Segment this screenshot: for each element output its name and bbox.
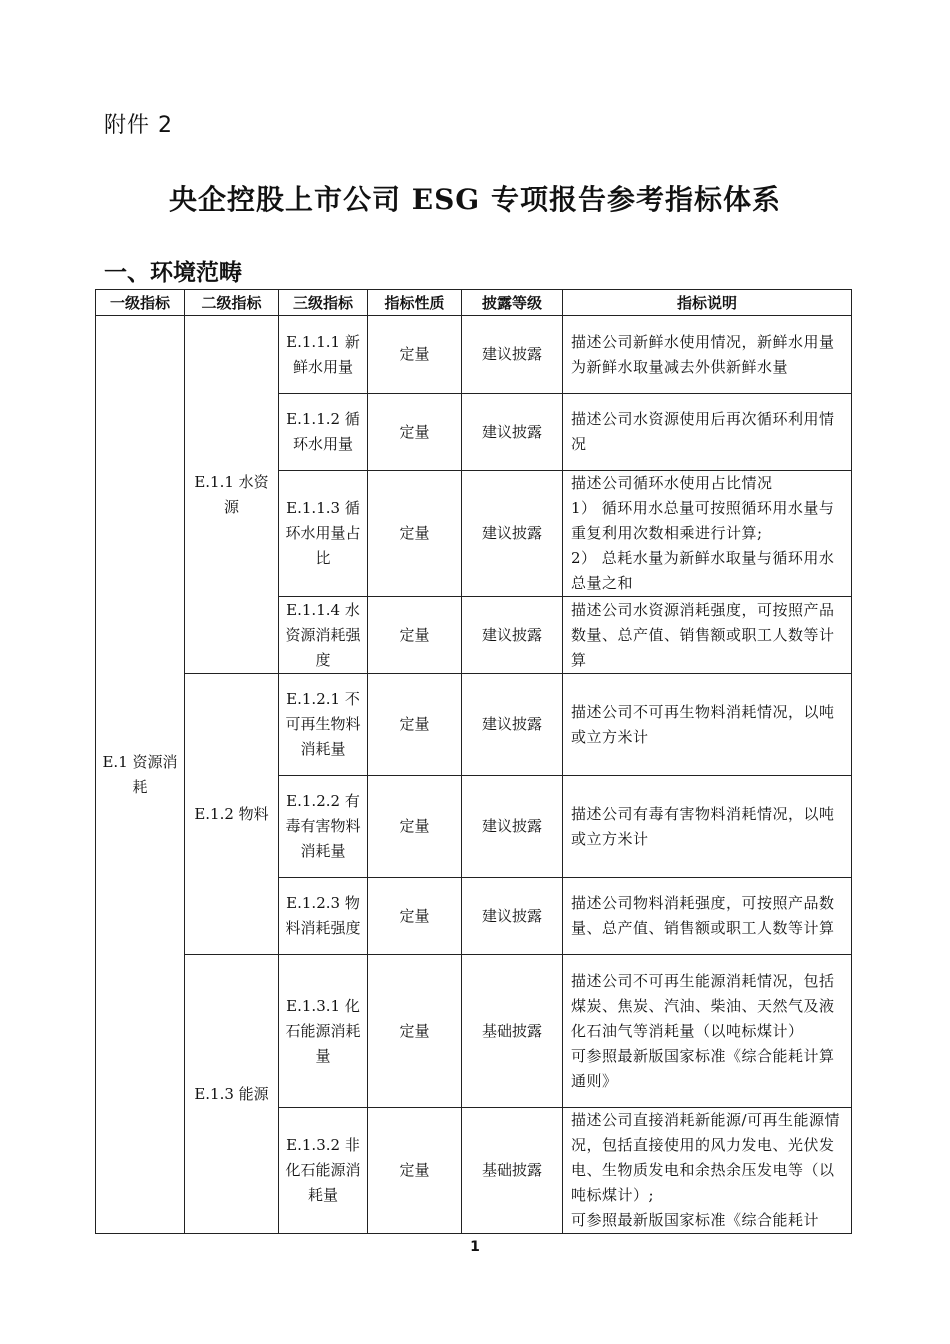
level1-cell: E.1 资源消耗 xyxy=(96,316,185,1234)
level3-cell: E.1.1.3 循环水用量占比 xyxy=(279,471,368,597)
description-cell: 描述公司不可再生物料消耗情况，以吨或立方米计 xyxy=(563,674,852,776)
indicator-table xyxy=(95,289,852,1234)
disclosure-level-cell: 建议披露 xyxy=(462,471,563,597)
document-title: 央企控股上市公司 ESG 专项报告参考指标体系 xyxy=(169,183,781,216)
description-cell: 描述公司循环水使用占比情况 1） 循环用水总量可按照循环用水量与重复利用次数相乘进行计算; 2） 总耗水量为新鲜水取量与循环用水总量之和 xyxy=(563,471,852,597)
table-body xyxy=(96,316,852,1234)
table-row xyxy=(96,674,852,776)
attachment-label: 附件 2 xyxy=(104,113,173,138)
nature-cell: 定量 xyxy=(368,1108,462,1234)
page-number: 1 xyxy=(470,1239,480,1255)
header-disclosure-level: 披露等级 xyxy=(462,290,563,316)
description-cell: 描述公司有毒有害物料消耗情况，以吨或立方米计 xyxy=(563,776,852,878)
header-level1: 一级指标 xyxy=(96,290,185,316)
nature-cell: 定量 xyxy=(368,955,462,1108)
table-row xyxy=(96,955,852,1108)
disclosure-level-cell: 建议披露 xyxy=(462,776,563,878)
section-title: 一、环境范畴 xyxy=(104,260,242,286)
header-nature: 指标性质 xyxy=(368,290,462,316)
disclosure-level-cell: 基础披露 xyxy=(462,1108,563,1234)
nature-cell: 定量 xyxy=(368,394,462,471)
level3-cell: E.1.1.1 新鲜水用量 xyxy=(279,316,368,394)
disclosure-level-cell: 建议披露 xyxy=(462,394,563,471)
header-description: 指标说明 xyxy=(563,290,852,316)
level3-cell: E.1.1.2 循环水用量 xyxy=(279,394,368,471)
level3-cell: E.1.3.2 非化石能源消耗量 xyxy=(279,1108,368,1234)
description-cell: 描述公司直接消耗新能源/可再生能源情况，包括直接使用的风力发电、光伏发电、生物质发电和余热余压发电等（以吨标煤计）; 可参照最新版国家标准《综合能耗计 xyxy=(563,1108,852,1234)
description-cell: 描述公司不可再生能源消耗情况，包括煤炭、焦炭、汽油、柴油、天然气及液化石油气等消耗量（以吨标煤计） 可参照最新版国家标准《综合能耗计算通则》 xyxy=(563,955,852,1108)
disclosure-level-cell: 建议披露 xyxy=(462,597,563,674)
nature-cell: 定量 xyxy=(368,471,462,597)
header-level2: 二级指标 xyxy=(185,290,279,316)
level2-cell: E.1.2 物料 xyxy=(185,674,279,955)
description-cell: 描述公司物料消耗强度，可按照产品数量、总产值、销售额或职工人数等计算 xyxy=(563,878,852,955)
disclosure-level-cell: 基础披露 xyxy=(462,955,563,1108)
level3-cell: E.1.1.4 水资源消耗强度 xyxy=(279,597,368,674)
table-row xyxy=(96,316,852,394)
nature-cell: 定量 xyxy=(368,597,462,674)
description-cell: 描述公司水资源消耗强度，可按照产品数量、总产值、销售额或职工人数等计算 xyxy=(563,597,852,674)
level3-cell: E.1.3.1 化石能源消耗量 xyxy=(279,955,368,1108)
description-cell: 描述公司水资源使用后再次循环利用情况 xyxy=(563,394,852,471)
description-cell: 描述公司新鲜水使用情况，新鲜水用量为新鲜水取量减去外供新鲜水量 xyxy=(563,316,852,394)
nature-cell: 定量 xyxy=(368,316,462,394)
disclosure-level-cell: 建议披露 xyxy=(462,674,563,776)
disclosure-level-cell: 建议披露 xyxy=(462,316,563,394)
nature-cell: 定量 xyxy=(368,776,462,878)
level2-cell: E.1.1 水资源 xyxy=(185,316,279,674)
level3-cell: E.1.2.2 有毒有害物料消耗量 xyxy=(279,776,368,878)
table-header-row xyxy=(96,290,852,316)
disclosure-level-cell: 建议披露 xyxy=(462,878,563,955)
nature-cell: 定量 xyxy=(368,878,462,955)
level3-cell: E.1.2.3 物料消耗强度 xyxy=(279,878,368,955)
level3-cell: E.1.2.1 不可再生物料消耗量 xyxy=(279,674,368,776)
level2-cell: E.1.3 能源 xyxy=(185,955,279,1234)
nature-cell: 定量 xyxy=(368,674,462,776)
header-level3: 三级指标 xyxy=(279,290,368,316)
